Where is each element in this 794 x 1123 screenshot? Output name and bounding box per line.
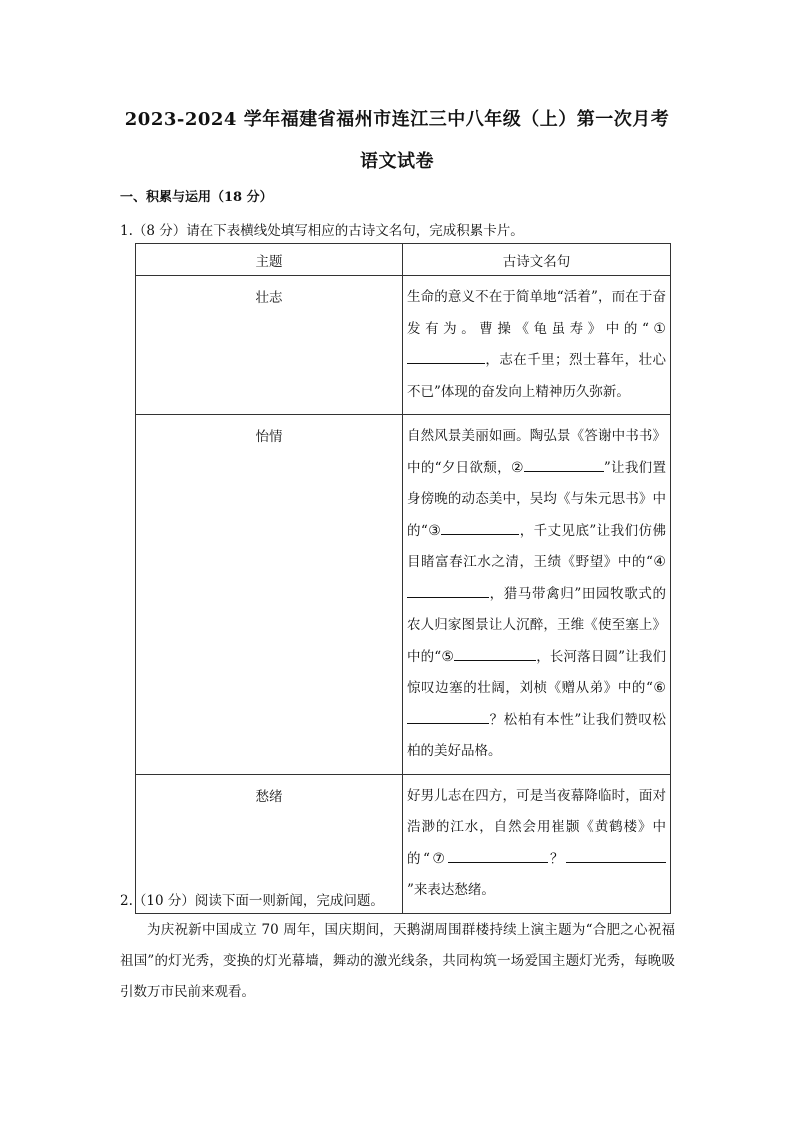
section-heading: 一、积累与运用（18 分） <box>120 190 273 205</box>
quote-text: ，志在千里；烈士暮年，壮心不已”体现的奋发向上精神历久弥新。 <box>407 352 666 400</box>
blank-marker: ① <box>648 320 666 337</box>
fill-blank[interactable] <box>454 646 536 661</box>
table-row <box>136 276 671 415</box>
fill-blank[interactable] <box>448 848 548 863</box>
exam-title-line1: 2023-2024 学年福建省福州市连江三中八年级（上）第一次月考 <box>124 109 670 130</box>
quote-text: ？ <box>547 850 567 867</box>
quote-cell <box>403 276 671 415</box>
question-2-prompt: 2.（10 分）阅读下面一则新闻，完成问题。 <box>120 893 384 909</box>
fill-blank[interactable] <box>441 520 519 535</box>
table-row <box>136 415 671 775</box>
theme-cell: 怡情 <box>136 415 403 775</box>
blank-marker: ⑤ <box>441 648 455 665</box>
quote-text: ”来表达愁绪。 <box>407 882 495 898</box>
quote-text: ？松柏有本性”让我们赞叹松柏的美好品格。 <box>407 711 666 759</box>
table-header-row <box>136 244 671 276</box>
header-quotes: 古诗文名句 <box>403 244 671 276</box>
quote-text: 生命的意义不在于简单地“活着”，而在于奋发有为。曹操《龟虽寿》中的“ <box>407 289 666 337</box>
quote-text: ”让我们置身傍晚的动态美中，吴均《与朱元思书》中的“ <box>407 459 666 539</box>
fill-blank[interactable] <box>407 349 485 364</box>
quote-text: 自然风景美丽如画。陶弘景《答谢中书书》中的“夕日欲颓， <box>407 428 666 476</box>
blank-marker: ④ <box>652 554 666 570</box>
blank-marker: ⑦ <box>429 850 448 867</box>
question-1-prompt: 1.（8 分）请在下表横线处填写相应的古诗文名句，完成积累卡片。 <box>120 223 524 239</box>
exam-title-line2: 语文试卷 <box>360 151 434 172</box>
fill-blank[interactable] <box>407 709 489 724</box>
blank-marker: ⑥ <box>652 680 666 696</box>
theme-cell: 壮志 <box>136 276 403 415</box>
quote-cell <box>403 774 671 913</box>
blank-marker: ③ <box>427 522 442 539</box>
blank-marker: ② <box>510 459 524 476</box>
header-theme: 主题 <box>136 244 403 276</box>
fill-blank[interactable] <box>524 457 604 472</box>
fill-blank[interactable] <box>407 583 489 598</box>
theme-cell: 愁绪 <box>136 774 403 913</box>
quote-text: ，千丈见底”让我们仿佛目睹富春江水之清，王绩《野望》中的“ <box>407 522 666 570</box>
accumulation-card-table <box>135 243 671 914</box>
quote-text: ，猎马带禽归”田园牧歌式的农人归家图景让人沉醉，王维《使至塞上》中的“ <box>407 585 666 665</box>
news-paragraph: 为庆祝新中国成立 70 周年，国庆期间，天鹅湖周围群楼持续上演主题为“合肥之心祝福祖国”的灯光秀，变换的灯光幕墙，舞动的激光线条，共同构筑一场爱国主题灯光秀，每晚吸引数万市民前来观看。 <box>120 922 675 1000</box>
quote-cell <box>403 415 671 775</box>
quote-text: 好男儿志在四方，可是当夜幕降临时，面对浩渺的江水，自然会用崔颢《黄鹤楼》中的“ <box>407 787 666 867</box>
quote-text: ，长河落日圆”让我们惊叹边塞的壮阔，刘桢《赠从弟》中的“ <box>407 648 666 696</box>
fill-blank[interactable] <box>566 848 666 863</box>
